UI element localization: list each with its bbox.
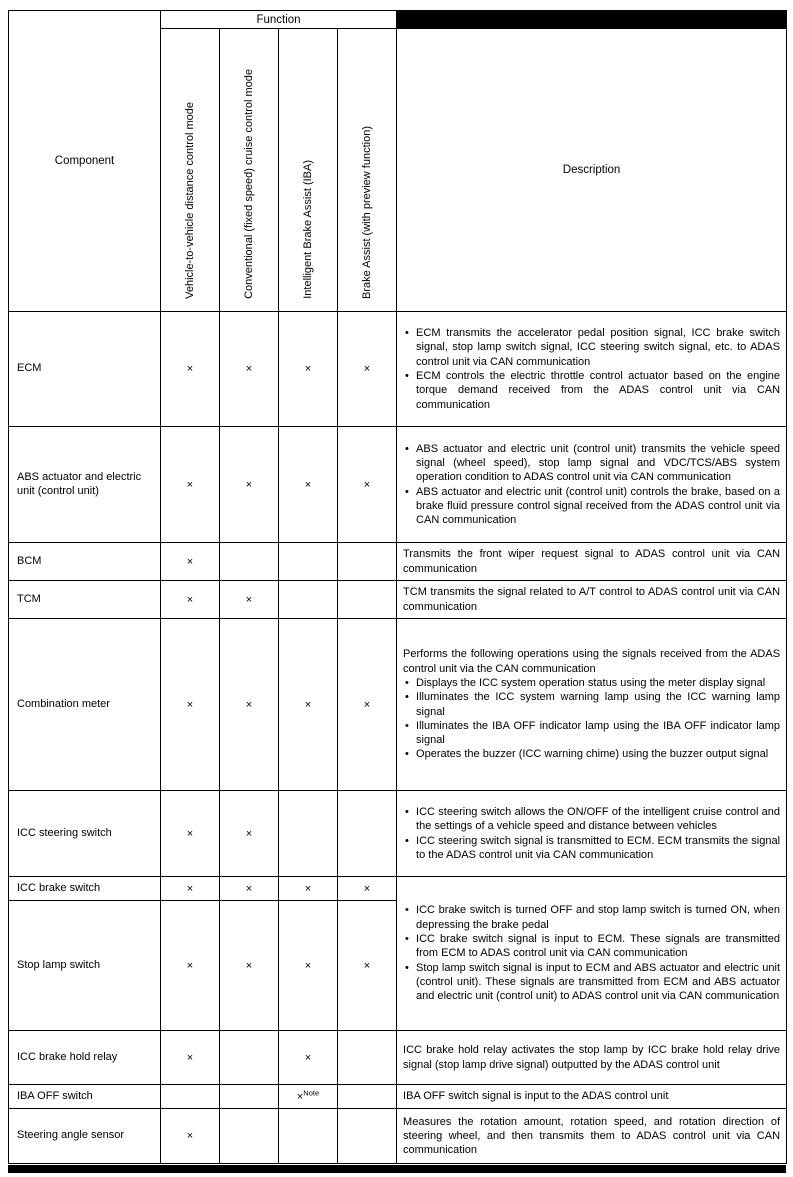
- table-row: [9, 312, 787, 427]
- function-mark: ×: [279, 877, 338, 901]
- bullet-text: Stop lamp switch signal is input to ECM and ABS actuator and electric unit (control unit). These signals are transmitted from ECM and ABS actuator and electric unit (control unit) to ADAS control unit via CAN communication: [416, 961, 781, 1003]
- component-name: ECM: [9, 312, 161, 427]
- bullet-text: ECM transmits the accelerator pedal position signal, ICC brake switch signal, stop lamp switch signal, ICC steering switch signal, etc. to ADAS control unit via CAN communication: [416, 327, 781, 368]
- description-cell: [397, 877, 787, 1031]
- function-mark: ×$^{Note}$: [279, 1085, 338, 1109]
- function-mark: [338, 581, 397, 619]
- component-name: TCM: [9, 581, 161, 619]
- function-mark: [220, 543, 279, 581]
- table-body: [9, 312, 787, 1164]
- description-bullet: [403, 442, 780, 485]
- bullet-dot: •: [405, 933, 409, 946]
- function-column-header-4: [338, 29, 397, 312]
- component-name: Steering angle sensor: [9, 1109, 161, 1164]
- bullet-dot: •: [405, 676, 409, 689]
- function-mark: ×: [161, 1109, 220, 1164]
- function-mark: ×: [338, 619, 397, 791]
- bullet-text: Illuminates the ICC system warning lamp using the ICC warning lamp signal: [416, 691, 781, 718]
- function-column-label-brake-assist-preview: Brake Assist (with preview function): [360, 125, 373, 299]
- description-cell: [397, 1085, 787, 1109]
- table-row: [9, 1031, 787, 1085]
- function-mark: ×: [161, 427, 220, 543]
- bullet-dot: •: [405, 719, 409, 732]
- component-name: ABS actuator and electric unit (control unit): [9, 427, 161, 543]
- description-text: Transmits the front wiper request signal to ADAS control unit via CAN communication: [403, 548, 781, 575]
- header-black-bar: [397, 11, 787, 29]
- component-name: ICC brake switch: [9, 877, 161, 901]
- description-bullet: [403, 326, 780, 369]
- function-column-header-1: [161, 29, 220, 312]
- function-mark: ×: [161, 581, 220, 619]
- function-column-header-2: [220, 29, 279, 312]
- bullet-text: ICC steering switch allows the ON/OFF of the intelligent cruise control and the settings of a vehicle speed and distance between vehicles: [416, 805, 781, 833]
- function-mark: ×: [279, 312, 338, 427]
- function-column-label-vehicle-to-vehicle: Vehicle-to-vehicle distance control mode: [183, 102, 196, 299]
- function-mark: [279, 581, 338, 619]
- function-mark: ×: [220, 791, 279, 877]
- function-mark: ×: [161, 543, 220, 581]
- function-mark: ×: [220, 312, 279, 427]
- bullet-text: Operates the buzzer (ICC warning chime) using the buzzer output signal: [416, 748, 769, 761]
- function-mark: ×: [220, 427, 279, 543]
- table-row: [9, 1109, 787, 1164]
- bullet-dot: •: [405, 904, 409, 917]
- bullet-dot: •: [405, 691, 409, 704]
- bullet-text: ABS actuator and electric unit (control unit) controls the brake, based on a brake fluid pressure control signal received from the ADAS control unit via CAN communication: [416, 485, 781, 527]
- description-bullet: [403, 834, 780, 863]
- table-row: [9, 877, 787, 901]
- bullet-dot: •: [405, 805, 409, 818]
- function-mark: ×: [161, 312, 220, 427]
- description-cell: [397, 312, 787, 427]
- description-bullet: [403, 961, 780, 1004]
- icc-component-function-table: [8, 10, 787, 1164]
- description-header: Description: [397, 29, 787, 312]
- function-column-header-3: [279, 29, 338, 312]
- bullet-text: ABS actuator and electric unit (control unit) transmits the vehicle speed signal (wheel speed), stop lamp signal and VDC/TCS/ABS system operation condition to ADAS control unit via CAN communication: [416, 442, 781, 484]
- description-text: TCM transmits the signal related to A/T control to ADAS control unit via CAN communication: [403, 586, 781, 613]
- description-cell: [397, 427, 787, 543]
- description-text: Measures the rotation amount, rotation speed, and rotation direction of steering wheel, and then transmits them to ADAS control unit via CAN communication: [403, 1115, 781, 1157]
- bullet-text: ICC steering switch signal is transmitted to ECM. ECM transmits the signal to the ADAS control unit via CAN communication: [416, 834, 781, 861]
- function-mark: ×: [279, 619, 338, 791]
- description-bullet: [403, 690, 780, 719]
- function-mark: ×: [220, 901, 279, 1031]
- table-row: [9, 543, 787, 581]
- function-mark: ×: [220, 877, 279, 901]
- function-column-label-intelligent-brake-assist: Intelligent Brake Assist (IBA): [301, 160, 314, 299]
- description-bullet: [403, 747, 780, 761]
- description-cell: [397, 543, 787, 581]
- function-mark: [338, 1109, 397, 1164]
- function-mark: [338, 791, 397, 877]
- description-bullet: [403, 805, 780, 834]
- bullet-text: ICC brake switch signal is input to ECM. These signals are transmitted from ECM to ADAS control unit via CAN communication: [416, 933, 781, 960]
- component-name: BCM: [9, 543, 161, 581]
- description-bullet: [403, 676, 780, 690]
- bullet-text: Displays the ICC system operation status using the meter display signal: [416, 676, 766, 689]
- bullet-dot: •: [405, 748, 409, 761]
- bottom-rule: [8, 1165, 786, 1173]
- bullet-dot: •: [405, 834, 409, 847]
- function-mark: [279, 543, 338, 581]
- function-column-label-conventional-cruise: Conventional (fixed speed) cruise control mode: [242, 69, 255, 299]
- description-cell: [397, 1109, 787, 1164]
- function-mark: [220, 1031, 279, 1085]
- description-cell: [397, 619, 787, 791]
- function-mark: ×: [279, 427, 338, 543]
- function-mark: ×: [338, 427, 397, 543]
- function-mark: ×: [220, 619, 279, 791]
- function-header: Function: [161, 11, 397, 29]
- description-bullet: [403, 932, 780, 961]
- component-name: ICC brake hold relay: [9, 1031, 161, 1085]
- table-row: [9, 427, 787, 543]
- table-row: [9, 581, 787, 619]
- function-mark: [161, 1085, 220, 1109]
- table-row: [9, 1085, 787, 1109]
- description-cell: [397, 791, 787, 877]
- bullet-text: ICC brake switch is turned OFF and stop lamp switch is turned ON, when depressing the brake pedal: [416, 904, 781, 931]
- bullet-dot: •: [405, 485, 409, 498]
- function-mark: [279, 791, 338, 877]
- function-mark: [338, 543, 397, 581]
- description-text: IBA OFF switch signal is input to the ADAS control unit: [403, 1090, 669, 1103]
- function-mark: ×: [161, 877, 220, 901]
- function-mark: ×: [220, 581, 279, 619]
- mark-note: Note: [303, 1087, 320, 1097]
- bullet-text: ECM controls the electric throttle control actuator based on the engine torque demand received from the ADAS control unit via CAN communication: [416, 370, 781, 411]
- function-mark: ×: [279, 901, 338, 1031]
- bullet-text: Illuminates the IBA OFF indicator lamp using the IBA OFF indicator lamp signal: [416, 719, 781, 747]
- function-mark: [338, 1031, 397, 1085]
- header-row-top: [9, 11, 787, 29]
- component-name: ICC steering switch: [9, 791, 161, 877]
- description-bullet: [403, 485, 780, 528]
- function-mark: ×: [161, 1031, 220, 1085]
- function-mark: ×: [338, 312, 397, 427]
- bullet-dot: •: [405, 327, 409, 340]
- function-mark: [279, 1109, 338, 1164]
- function-mark: ×: [279, 1031, 338, 1085]
- description-text: ICC brake hold relay activates the stop lamp by ICC brake hold relay drive signal (stop lamp drive signal) outputted by the ADAS control unit: [403, 1044, 781, 1071]
- description-text: Performs the following operations using the signals received from the ADAS control unit via the CAN communication: [403, 648, 781, 675]
- function-mark: ×: [161, 619, 220, 791]
- description-cell: [397, 1031, 787, 1085]
- description-bullet: [403, 719, 780, 748]
- function-mark: ×: [161, 791, 220, 877]
- function-mark: [338, 1085, 397, 1109]
- bullet-dot: •: [405, 370, 409, 382]
- function-mark: ×: [338, 901, 397, 1031]
- component-name: Combination meter: [9, 619, 161, 791]
- bullet-dot: •: [405, 442, 409, 455]
- bullet-dot: •: [405, 961, 409, 974]
- table-row: [9, 791, 787, 877]
- component-name: Stop lamp switch: [9, 901, 161, 1031]
- function-mark: ×: [338, 877, 397, 901]
- function-mark: [220, 1109, 279, 1164]
- component-name: IBA OFF switch: [9, 1085, 161, 1109]
- component-header: Component: [9, 11, 161, 312]
- function-mark: [220, 1085, 279, 1109]
- description-cell: [397, 581, 787, 619]
- description-bullet: [403, 369, 780, 412]
- table-row: [9, 619, 787, 791]
- function-mark: ×: [161, 901, 220, 1031]
- description-bullet: [403, 903, 780, 932]
